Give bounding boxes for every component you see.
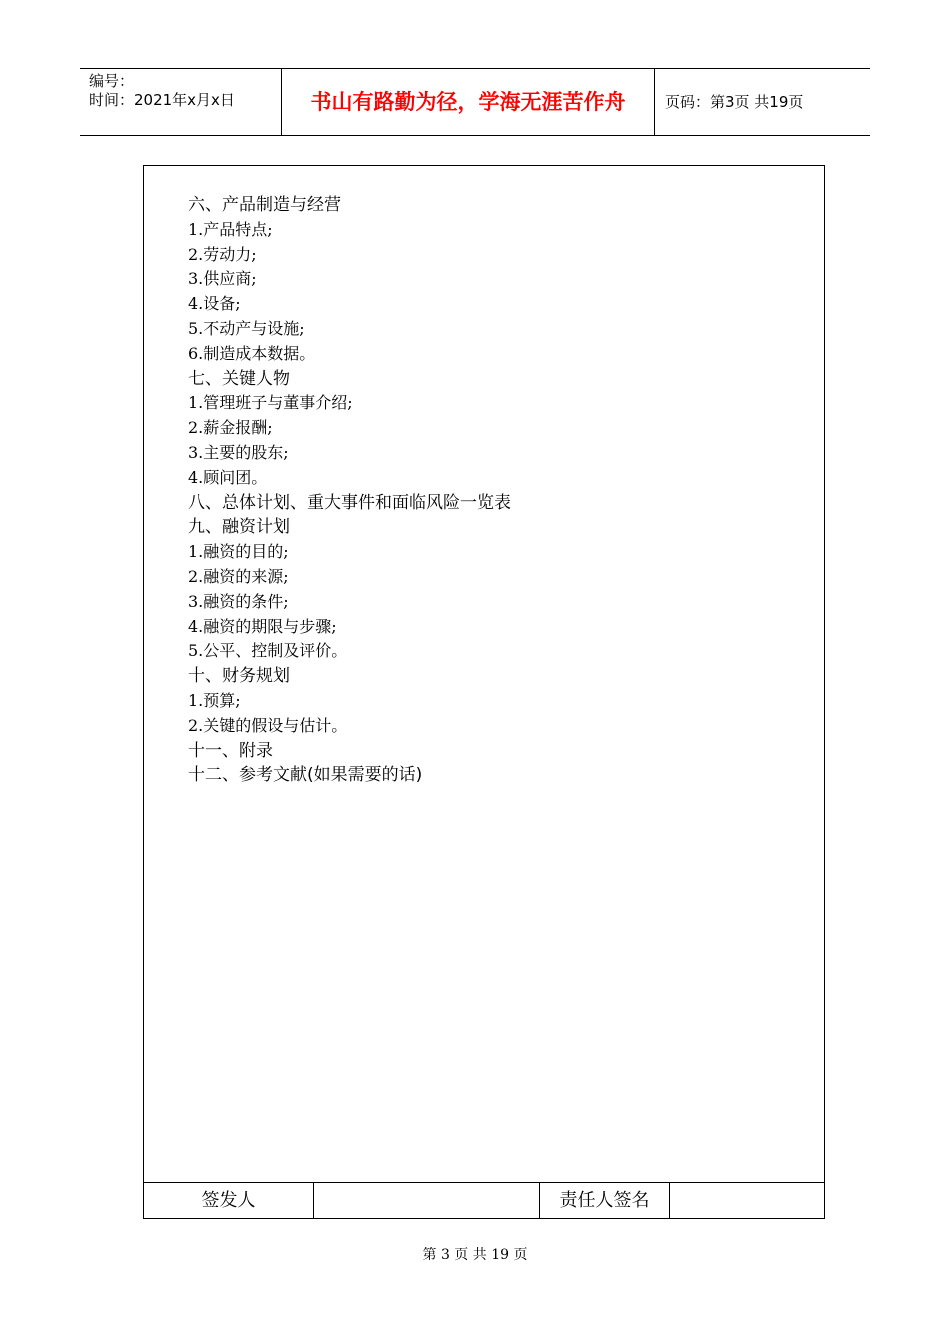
list-item: 4.设备; — [188, 294, 241, 314]
header-info-cell — [80, 69, 282, 135]
list-item: 1.管理班子与董事介绍; — [188, 393, 353, 413]
list-item: 5.不动产与设施; — [188, 318, 305, 338]
section-heading: 六、产品制造与经营 — [188, 195, 341, 215]
issuer-label: 签发人 — [144, 1183, 314, 1218]
section-heading: 十二、参考文献(如果需要的话) — [188, 765, 423, 786]
responsible-signature-field[interactable] — [670, 1183, 824, 1218]
outline-list — [188, 193, 511, 788]
page-footer: 第 3 页 共 19 页 — [422, 1247, 528, 1263]
list-item: 2.关键的假设与估计。 — [188, 715, 348, 735]
list-item: 2.劳动力; — [188, 244, 257, 264]
list-item: 1.产品特点; — [188, 219, 273, 239]
list-item: 1.预算; — [188, 690, 241, 710]
issuer-signature-field[interactable] — [314, 1183, 540, 1218]
responsible-signature-label: 责任人签名 — [540, 1183, 670, 1218]
header-motto-cell — [282, 69, 655, 135]
motto-text: 书山有路勤为径，学海无涯苦作舟 — [310, 90, 626, 114]
content-frame — [143, 165, 825, 1219]
list-item: 1.融资的目的; — [188, 542, 289, 562]
list-item: 2.薪金报酬; — [188, 418, 273, 438]
document-number-label: 编号： — [89, 72, 135, 90]
signature-row — [144, 1182, 824, 1218]
list-item: 4.顾问团。 — [188, 467, 268, 487]
header-page-cell — [655, 69, 870, 135]
list-item: 5.公平、控制及评价。 — [188, 641, 348, 661]
list-item: 6.制造成本数据。 — [188, 343, 316, 363]
section-heading: 七、关键人物 — [188, 368, 290, 389]
section-heading: 十、财务规划 — [188, 666, 290, 687]
list-item: 2.融资的来源; — [188, 566, 289, 586]
section-heading: 十一、附录 — [188, 740, 273, 761]
list-item: 3.供应商; — [188, 269, 257, 289]
list-item: 3.融资的条件; — [188, 591, 289, 611]
document-header — [80, 68, 870, 136]
header-page-info: 页码：第3页 共19页 — [665, 93, 804, 111]
list-item: 3.主要的股东; — [188, 442, 289, 462]
list-item: 4.融资的期限与步骤; — [188, 616, 337, 636]
section-heading: 八、总体计划、重大事件和面临风险一览表 — [188, 492, 511, 513]
document-date-label: 时间：2021年x月x日 — [89, 91, 235, 109]
section-heading: 九、融资计划 — [188, 517, 290, 538]
